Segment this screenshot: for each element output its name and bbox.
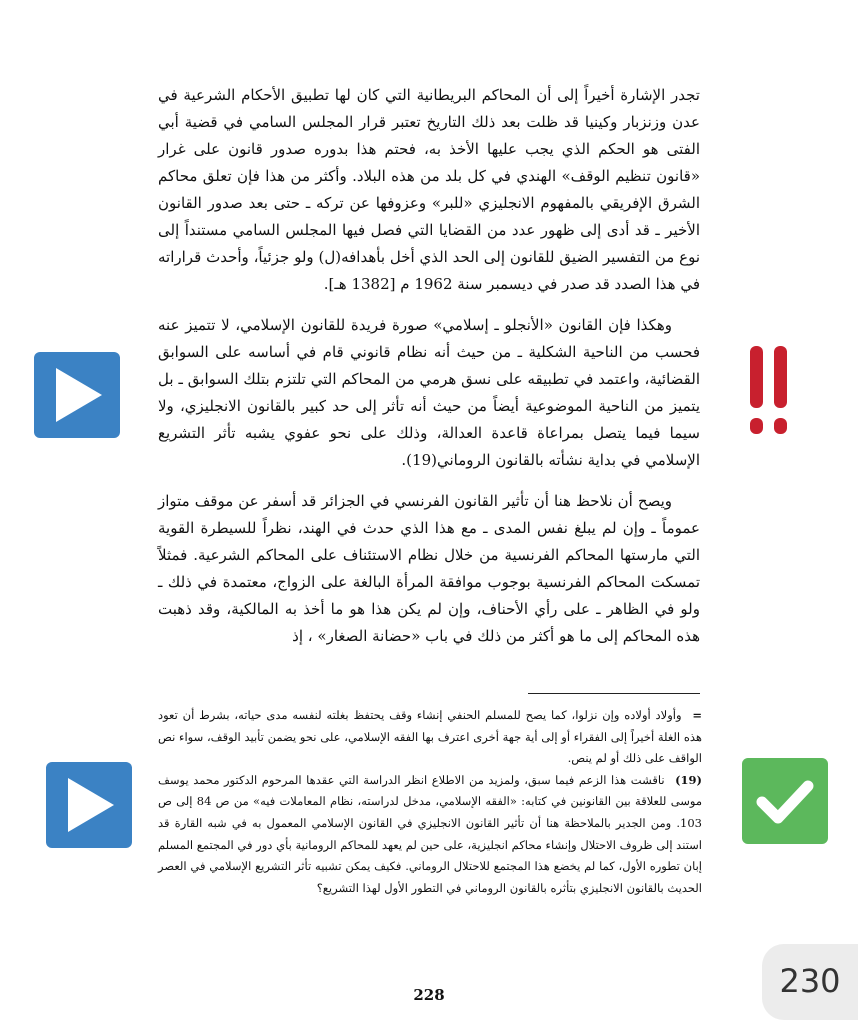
play-icon — [46, 762, 132, 848]
footnote-text: ناقشت هذا الزعم فيما سبق، ولمزيد من الاطلاع انظر الدراسة التي عقدها المرحوم الدكتور محمد يوسف موسى للعلاقة بين القانونين في كتابه: «الفقه الإسلامي، مدخل لدراسته، نظام المعاملات فيه» من ص 84 إلى ص 103. ومن الجدير بالملاحظة هنا أن تأثير القانون الانجليزي في القانون الإسلامي المعمول به في شبه القارة قد استند إلى ظروف الاحتلال وإنشاء محاكم انجليزية، على حين لم يعهد للمحاكم الرومانية بأي دور في المجتمع المسلم إبان تطوره الأول، كما لم يخضع هذا المجتمع للاحتلال الروماني. فكيف يمكن تشبيه تأثر التشريع الإسلامي في العصر الحديث بالقانون الانجليزي بتأثره بالقانون الروماني في التطور الأول لهذا التشريع؟ — [158, 772, 703, 895]
play-icon — [34, 352, 120, 438]
page-number: 228 — [413, 986, 445, 1004]
paragraph: وهكذا فإن القانون «الأنجلو ـ إسلامي» صورة فريدة للقانون الإسلامي، لا تتميز عنه فحسب من الناحية الشكلية ـ من حيث أنه نظام قانوني قام في أساسه على السوابق القضائية، واعتمد في تطبيقه على نسق هرمي من المحاكم التي تلتزم بتلك السوابق ـ بل يتميز من الناحية الموضوعية أيضاً من حيث أنه تأثر إلى حد كبير بالقانون الانجليزي، ولا سيما فيما يتصل بمراعاة قاعدة العدالة، وذلك على نحو عفوي يشبه تأثر التشريع الإسلامي في بداية نشأته بالقانون الروماني(19). — [158, 316, 700, 469]
play-button[interactable] — [34, 352, 120, 438]
footnote-text: وأولاد أولاده وإن نزلوا، كما يصح للمسلم الحنفي إنشاء وقف يحتفظ بغلته لنفسه مدى حياته، بشرط أن تعود هذه الغلة أخيراً إلى الفقراء أو إلى أية جهة أخرى اعترف بها الفقه الإسلامي، على نحو يضمن تأبيد الوقف، سواء نص الواقف على ذلك أو لم ينص. — [158, 708, 702, 766]
double-exclamation-icon — [748, 340, 790, 444]
footnote — [158, 770, 702, 900]
footnote-marker: (19) — [675, 772, 702, 787]
check-button[interactable] — [742, 758, 828, 844]
play-button[interactable] — [46, 762, 132, 848]
paragraph: تجدر الإشارة أخيراً إلى أن المحاكم البريطانية التي كان لها تطبيق الأحكام الشرعية في عدن وزنزبار وكينيا قد ظلت بعد ذلك التاريخ تعتبر قرار المجلس السامي في قضية أبي الفتى هو الحكم الذي يجب عليها الأخذ به، فحتم هذا بدوره صدور قانون على غرار «قانون تنظيم الوقف» الهندي في كل بلد من هذه البلاد. وأكثر من هذا فإن تعلق محاكم الشرق الإفريقي بالمفهوم الانجليزي «للبر» وعزوفها عن تركه ـ حتى بعد صدور القانون الأخير ـ قد أدى إلى ظهور عدد من القضايا التي فصل فيها المجلس السامي مستنداً إلى نوع من التفسير الضيق للقانون إلى الحد الذي أخل بأهدافه(ل) ولو جزئياً، وأحدث قراراته في هذا الصدد قد صدر في ديسمبر سنة 1962 م [1382 هـ]. — [158, 86, 700, 293]
checkmark-icon — [742, 758, 828, 844]
footnote — [158, 705, 702, 770]
footnote-divider — [528, 693, 700, 694]
footnote-marker: = — [692, 708, 703, 722]
footnotes — [158, 705, 702, 899]
body-text — [158, 82, 700, 664]
page-counter-badge — [762, 944, 858, 1020]
page-counter: 230 — [779, 962, 841, 1000]
paragraph: ويصح أن نلاحظ هنا أن تأثير القانون الفرنسي في الجزائر قد أسفر عن موقف متواز عموماً ـ وإن لم يبلغ نفس المدى ـ مع هذا الذي حدث في الهند، نظراً للسيطرة القوية التي مارستها المحاكم الفرنسية من خلال نظام الاستئناف على المحاكم الشرعية. فمثلاً تمسكت المحاكم الفرنسية بوجوب موافقة المرأة البالغة على الزواج، معتمدة في ذلك ـ ولو في الظاهر ـ على رأي الأحناف، وإن لم يكن هذا هو ما أخذ به المالكية، وقد ذهبت هذه المحاكم إلى ما هو أكثر من ذلك في باب «حضانة الصغار» ، إذ — [158, 492, 700, 645]
